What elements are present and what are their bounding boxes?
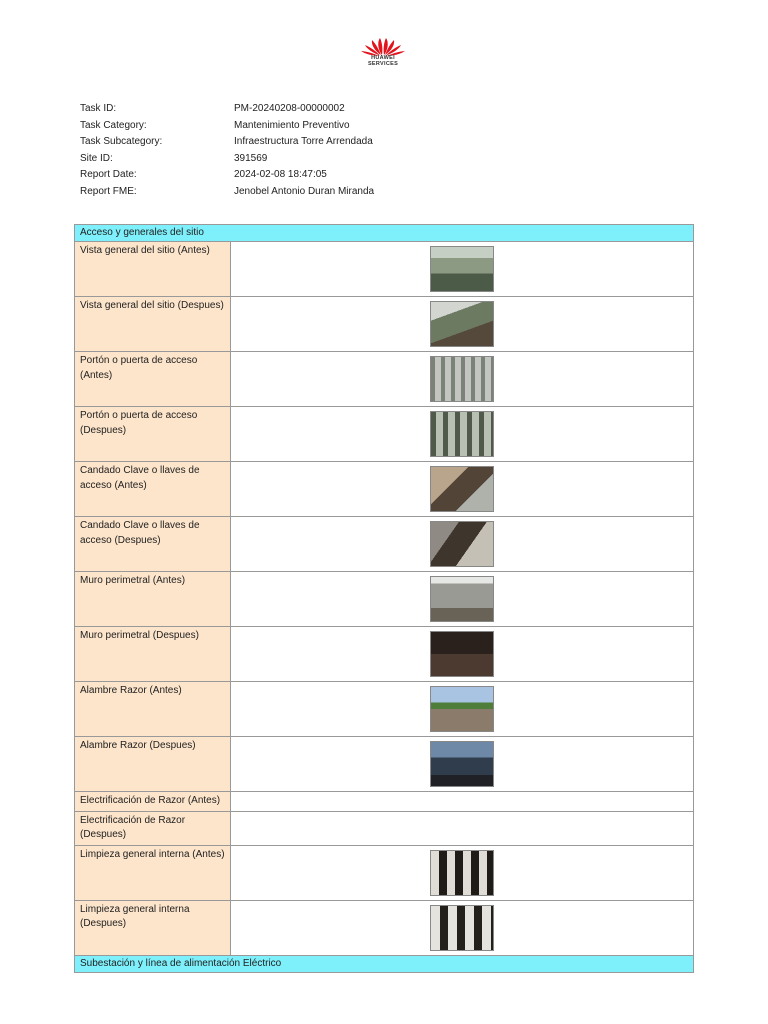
report-row [75, 242, 694, 297]
report-row [75, 811, 694, 845]
report-row [75, 682, 694, 737]
task-id-label: Task ID: [80, 103, 117, 114]
access-gate-before-photo[interactable] [430, 356, 494, 402]
section-access-title: Acceso y generales del sitio [75, 225, 694, 242]
row-label: Portón o puerta de acceso (Despues) [75, 407, 231, 462]
report-row [75, 352, 694, 407]
row-label: Portón o puerta de acceso (Antes) [75, 352, 231, 407]
task-subcategory-value: Infraestructura Torre Arrendada [234, 136, 373, 148]
task-subcategory-row [80, 134, 374, 151]
row-label: Limpieza general interna (Antes) [75, 845, 231, 900]
report-fme-value: Jenobel Antonio Duran Miranda [234, 185, 375, 197]
report-row [75, 407, 694, 462]
razor-wire-before-photo[interactable] [430, 686, 494, 732]
report-date-label: Report Date: [80, 169, 137, 181]
row-label: Electrificación de Razor (Antes) [75, 792, 231, 812]
row-label: Candado Clave o llaves de acceso (Antes) [75, 462, 231, 517]
task-id-row [80, 101, 374, 118]
row-label: Muro perimetral (Despues) [75, 627, 231, 682]
task-category-label: Task Category: [80, 119, 147, 131]
perimeter-wall-after-photo[interactable] [430, 631, 494, 677]
site-id-row [80, 151, 374, 168]
empty-photo-cell [231, 811, 694, 845]
report-row [75, 900, 694, 955]
inspection-report-table [74, 224, 694, 973]
logo-brand-line1: HUAWEI [371, 55, 395, 61]
row-label: Limpieza general interna (Despues) [75, 900, 231, 955]
report-date-value: 2024-02-08 18:47:05 [234, 169, 327, 181]
task-subcategory-label: Task Subcategory: [80, 136, 163, 148]
report-row [75, 297, 694, 352]
site-id-label: Site ID: [80, 152, 113, 164]
internal-cleaning-before-photo[interactable] [430, 850, 494, 896]
row-label: Electrificación de Razor (Despues) [75, 811, 231, 845]
task-category-value: Mantenimiento Preventivo [234, 119, 350, 131]
report-row [75, 792, 694, 812]
site-overview-before-photo[interactable] [430, 246, 494, 292]
report-row [75, 572, 694, 627]
report-fme-label: Report FME: [80, 185, 137, 197]
internal-cleaning-after-photo[interactable] [430, 905, 494, 951]
row-label: Vista general del sitio (Antes) [75, 242, 231, 297]
section-header-row [75, 225, 694, 242]
empty-photo-cell [231, 792, 694, 812]
report-row [75, 627, 694, 682]
report-date-row [80, 167, 374, 184]
section-header-row [75, 955, 694, 972]
perimeter-wall-before-photo[interactable] [430, 576, 494, 622]
report-header-info [80, 101, 374, 201]
row-label: Candado Clave o llaves de acceso (Despues) [75, 517, 231, 572]
row-label: Muro perimetral (Antes) [75, 572, 231, 627]
row-label: Alambre Razor (Antes) [75, 682, 231, 737]
logo-brand-line2: SERVICES [367, 60, 399, 67]
site-overview-after-photo[interactable] [430, 301, 494, 347]
huawei-services-logo [352, 36, 414, 70]
task-id-value: PM-20240208-00000002 [234, 103, 345, 114]
row-label: Alambre Razor (Despues) [75, 737, 231, 792]
padlock-before-photo[interactable] [430, 466, 494, 512]
report-row [75, 845, 694, 900]
razor-wire-after-photo[interactable] [430, 741, 494, 787]
row-label: Vista general del sitio (Despues) [75, 297, 231, 352]
report-row [75, 737, 694, 792]
report-row [75, 517, 694, 572]
report-fme-row [80, 184, 374, 201]
padlock-after-photo[interactable] [430, 521, 494, 567]
access-gate-after-photo[interactable] [430, 411, 494, 457]
report-row [75, 462, 694, 517]
task-category-row [80, 118, 374, 135]
section-electrical-title: Subestación y línea de alimentación Eléctrico [75, 955, 694, 972]
site-id-value: 391569 [234, 152, 268, 164]
huawei-petals-icon [360, 36, 406, 56]
